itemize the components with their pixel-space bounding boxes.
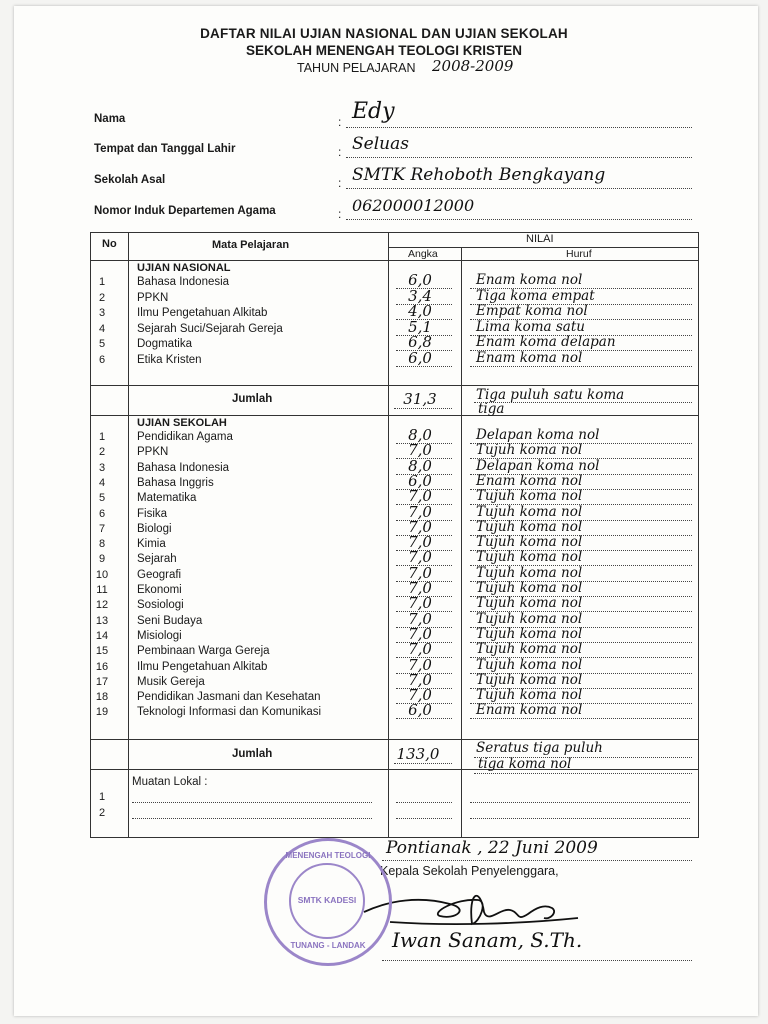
- header-nilai: NILAI: [526, 233, 554, 245]
- field-value: Seluas: [352, 134, 409, 154]
- us-row-subject: Kimia: [137, 538, 166, 551]
- us-row-angka: 7,0: [408, 655, 432, 674]
- us-row-subject: PPKN: [137, 446, 169, 459]
- un-row-angka: 3,4: [408, 286, 432, 305]
- us-row-subject: Bahasa Indonesia: [137, 461, 230, 474]
- field-value: 062000012000: [352, 196, 475, 215]
- us-row-angka: 7,0: [408, 686, 432, 705]
- us-row-number: 4: [98, 476, 106, 489]
- dotted-line: [394, 408, 452, 409]
- us-row-number: 9: [98, 553, 106, 566]
- us-row-huruf: Tujuh koma nol: [476, 610, 583, 627]
- un-row-angka: 6,8: [408, 333, 432, 351]
- row-divider: [91, 739, 698, 740]
- un-row-number: 5: [98, 338, 106, 350]
- row-divider: [91, 385, 698, 386]
- field-label: Nama: [94, 113, 126, 125]
- field-colon: :: [338, 115, 342, 129]
- field-label: Tempat dan Tanggal Lahir: [94, 143, 236, 155]
- col-divider: [461, 247, 462, 837]
- us-row-angka: 7,0: [408, 487, 432, 506]
- us-row-huruf: Tujuh koma nol: [476, 580, 583, 596]
- us-row-number: 11: [96, 584, 108, 596]
- us-row-huruf: Delapan koma nol: [476, 427, 600, 443]
- dotted-line: [396, 802, 452, 803]
- un-row-subject: Bahasa Indonesia: [137, 276, 230, 288]
- us-row-angka: 7,0: [408, 670, 432, 689]
- un-row-huruf: Enam koma nol: [476, 349, 583, 366]
- us-row-number: 3: [98, 461, 106, 474]
- dotted-line: [470, 366, 692, 367]
- signer-role: Kepala Sekolah Penyelenggara,: [380, 864, 559, 878]
- us-row-number: 10: [95, 568, 109, 581]
- dotted-line: [470, 718, 692, 719]
- field-colon: :: [338, 176, 342, 190]
- field-value: Edy: [352, 99, 395, 124]
- us-row-angka: 7,0: [408, 533, 432, 552]
- un-total-huruf-line1: Tiga puluh satu koma: [476, 387, 625, 403]
- us-row-subject: Teknologi Informasi dan Komunikasi: [137, 706, 322, 719]
- document-title-line2: SEKOLAH MENENGAH TEOLOGI KRISTEN: [245, 43, 522, 58]
- dotted-line: [396, 718, 452, 719]
- field-value: SMTK Rehoboth Bengkayang: [352, 165, 606, 185]
- us-row-angka: 8,0: [408, 426, 432, 444]
- un-row-angka: 5,1: [408, 317, 432, 336]
- year-value: 2008-2009: [432, 57, 514, 75]
- dotted-line: [474, 757, 692, 758]
- dotted-line: [132, 818, 372, 819]
- us-row-angka: 7,0: [408, 640, 432, 659]
- un-row-angka: 6,0: [408, 271, 432, 289]
- us-row-number: 13: [95, 614, 109, 627]
- header-mata-pelajaran: Mata Pelajaran: [212, 239, 290, 251]
- un-row-number: 3: [98, 307, 106, 319]
- us-row-angka: 7,0: [408, 579, 432, 597]
- us-row-huruf: Tujuh koma nol: [476, 518, 583, 535]
- us-row-huruf: Tujuh koma nol: [476, 687, 583, 704]
- header-no: No: [102, 238, 117, 250]
- un-row-huruf: Enam koma nol: [476, 272, 583, 288]
- un-row-angka: 4,0: [408, 302, 432, 320]
- us-row-subject: Pendidikan Jasmani dan Kesehatan: [137, 691, 321, 704]
- un-row-huruf: Enam koma delapan: [476, 334, 616, 350]
- us-row-huruf: Tujuh koma nol: [476, 671, 583, 688]
- us-row-subject: Matematika: [137, 492, 197, 505]
- field-label: Sekolah Asal: [94, 174, 166, 186]
- un-row-subject: PPKN: [137, 291, 169, 304]
- us-total-label: Jumlah: [232, 748, 273, 760]
- field-colon: :: [338, 145, 342, 159]
- un-row-subject: Sejarah Suci/Sejarah Gereja: [137, 322, 283, 335]
- un-row-angka: 6,0: [408, 348, 432, 367]
- us-row-huruf: Tujuh koma nol: [476, 442, 583, 459]
- dotted-line: [474, 773, 692, 774]
- us-row-angka: 6,0: [408, 701, 432, 720]
- us-row-subject: Biologi: [137, 522, 172, 535]
- dotted-line: [396, 818, 452, 819]
- us-row-angka: 7,0: [408, 609, 432, 628]
- us-row-angka: 7,0: [408, 502, 432, 521]
- dotted-line: [470, 802, 690, 803]
- dotted-line: [382, 860, 692, 861]
- un-section-title: UJIAN NASIONAL: [137, 262, 231, 274]
- us-row-subject: Seni Budaya: [137, 614, 203, 627]
- us-row-huruf: Tujuh koma nol: [476, 595, 583, 612]
- us-row-huruf: Tujuh koma nol: [476, 564, 583, 581]
- muatan-row-number: 1: [98, 791, 106, 803]
- field-colon: :: [338, 207, 342, 221]
- stamp-inner-ring: [289, 863, 365, 939]
- us-row-huruf: Tujuh koma nol: [476, 488, 583, 505]
- dotted-line: [394, 763, 452, 764]
- us-row-number: 2: [98, 446, 106, 459]
- us-total-angka: 133,0: [396, 745, 440, 763]
- us-row-number: 1: [98, 431, 106, 443]
- us-row-number: 7: [98, 522, 106, 535]
- us-row-subject: Sejarah: [137, 553, 177, 566]
- us-row-angka: 7,0: [408, 594, 432, 613]
- dotted-line: [474, 402, 692, 403]
- us-row-subject: Sosiologi: [137, 599, 184, 612]
- place-date: Pontianak , 22 Juni 2009: [386, 838, 598, 858]
- us-row-angka: 8,0: [408, 456, 432, 475]
- us-total-huruf-line2: tiga koma nol: [478, 756, 572, 772]
- us-row-huruf: Tujuh koma nol: [476, 534, 583, 551]
- us-row-huruf: Enam koma nol: [476, 472, 583, 489]
- us-row-subject: Geografi: [137, 568, 182, 581]
- un-row-number: 4: [98, 322, 106, 335]
- un-row-huruf: Tiga koma empat: [476, 287, 595, 304]
- us-row-subject: Bahasa Inggris: [137, 476, 214, 489]
- us-section-title: UJIAN SEKOLAH: [137, 417, 227, 429]
- stamp-bottom-text: TUNANG - LANDAK: [290, 941, 366, 950]
- muatan-row-number: 2: [98, 807, 106, 819]
- stamp-center-text: SMTK KADESI: [297, 895, 357, 905]
- us-row-subject: Ilmu Pengetahuan Alkitab: [137, 660, 268, 673]
- un-row-number: 2: [98, 291, 106, 304]
- header-huruf: Huruf: [566, 248, 592, 260]
- row-divider: [91, 415, 698, 416]
- dotted-line: [470, 818, 690, 819]
- us-row-number: 18: [95, 691, 109, 704]
- year-label: TAHUN PELAJARAN: [297, 61, 416, 75]
- us-row-subject: Fisika: [137, 507, 168, 520]
- us-row-huruf: Delapan koma nol: [476, 457, 600, 474]
- un-total-angka: 31,3: [403, 390, 437, 408]
- us-row-number: 5: [98, 492, 106, 505]
- school-stamp: [264, 838, 392, 966]
- dotted-line: [346, 188, 692, 189]
- us-row-angka: 7,0: [408, 563, 432, 582]
- row-divider: [91, 260, 698, 261]
- us-row-angka: 6,0: [408, 471, 432, 490]
- us-row-huruf: Tujuh koma nol: [476, 656, 583, 673]
- un-row-number: 1: [98, 276, 106, 288]
- us-total-huruf-line1: Seratus tiga puluh: [476, 740, 603, 756]
- un-row-subject: Dogmatika: [137, 338, 192, 350]
- un-row-huruf: Lima koma satu: [476, 318, 585, 335]
- muatan-lokal-label: Muatan Lokal :: [132, 776, 208, 788]
- us-row-huruf: Tujuh koma nol: [476, 641, 583, 658]
- us-row-subject: Pendidikan Agama: [137, 431, 233, 443]
- header-angka: Angka: [408, 248, 438, 260]
- us-row-huruf: Tujuh koma nol: [476, 503, 583, 520]
- us-row-number: 15: [95, 645, 109, 658]
- us-row-angka: 7,0: [408, 517, 432, 536]
- signer-name: Iwan Sanam, S.Th.: [392, 928, 583, 952]
- us-row-number: 16: [95, 660, 109, 673]
- dotted-line: [396, 366, 452, 367]
- us-row-subject: Misiologi: [137, 629, 182, 642]
- stamp-top-text: MENENGAH TEOLOGI: [285, 851, 371, 860]
- us-row-huruf: Tujuh koma nol: [476, 625, 583, 642]
- us-row-number: 8: [98, 538, 106, 551]
- us-row-number: 17: [95, 675, 109, 688]
- field-label: Nomor Induk Departemen Agama: [94, 205, 276, 217]
- un-row-huruf: Empat koma nol: [476, 303, 588, 319]
- us-row-angka: 7,0: [408, 548, 432, 567]
- us-row-number: 19: [95, 706, 109, 719]
- un-total-huruf-line2: tiga: [478, 401, 505, 417]
- us-row-angka: 7,0: [408, 624, 432, 643]
- dotted-line: [346, 127, 692, 128]
- dotted-line: [346, 219, 692, 220]
- us-row-number: 6: [98, 507, 106, 520]
- row-divider: [91, 769, 698, 770]
- us-row-subject: Musik Gereja: [137, 675, 205, 688]
- us-row-number: 12: [95, 599, 109, 612]
- us-row-huruf: Tujuh koma nol: [476, 549, 583, 566]
- us-row-angka: 7,0: [408, 441, 432, 460]
- un-row-subject: Ilmu Pengetahuan Alkitab: [137, 307, 268, 319]
- dotted-line: [346, 157, 692, 158]
- us-row-huruf: Enam koma nol: [476, 702, 583, 719]
- us-row-number: 14: [95, 629, 109, 642]
- document-title-line1: DAFTAR NILAI UJIAN NASIONAL DAN UJIAN SEKOLAH: [200, 26, 568, 41]
- un-row-number: 6: [98, 353, 106, 366]
- dotted-line: [382, 960, 692, 961]
- un-row-subject: Etika Kristen: [137, 353, 202, 366]
- dotted-line: [132, 802, 372, 803]
- us-row-subject: Pembinaan Warga Gereja: [137, 645, 270, 658]
- un-total-label: Jumlah: [232, 393, 273, 405]
- us-row-subject: Ekonomi: [137, 584, 182, 596]
- col-divider: [128, 233, 129, 837]
